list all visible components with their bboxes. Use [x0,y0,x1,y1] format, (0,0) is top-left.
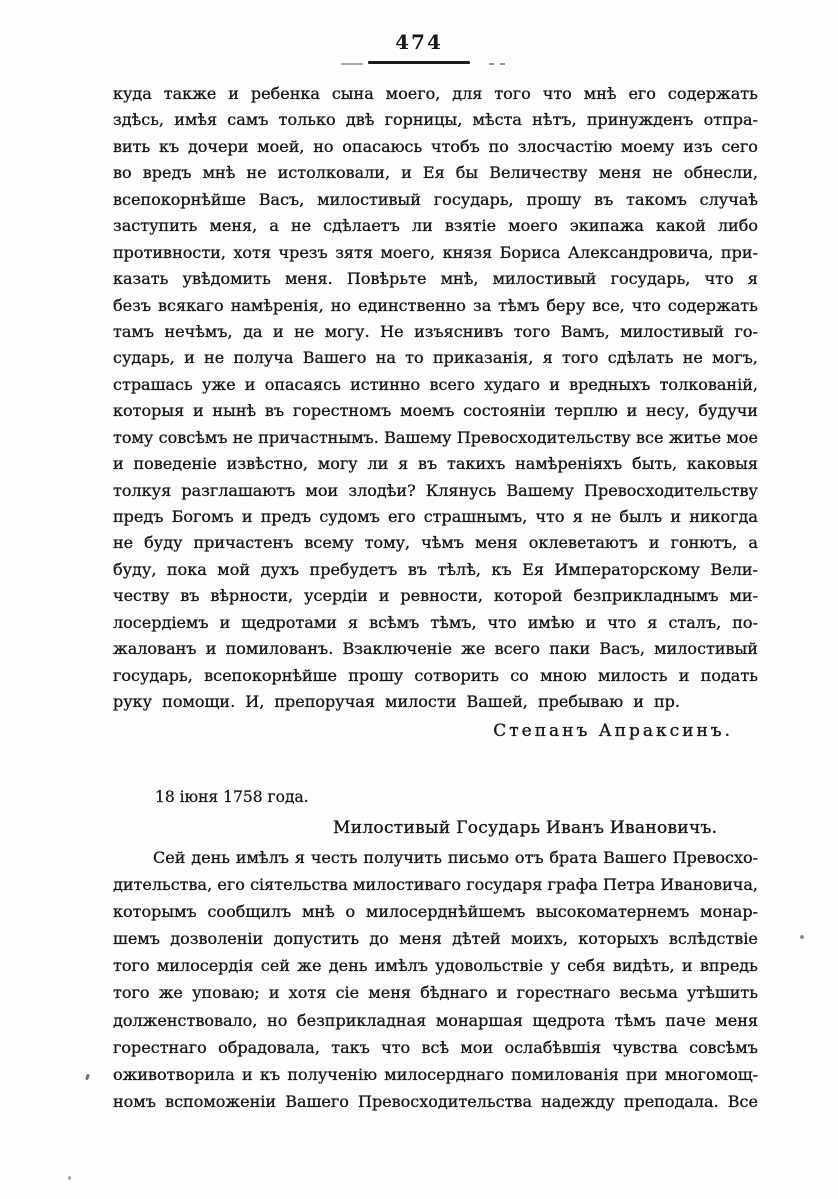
text-line: вить къ дочери моей, но опасаюсь чтобъ по злосчастію моему изъ сего [113,136,758,156]
text-line: куда также и ребенка сына моего, для того что мнѣ его содержать [113,84,758,103]
text-line: которыя и нынѣ въ горестномъ моемъ состояніи терплю и несу, будучи [113,401,758,421]
text-line: горестнаго обрадовала, такъ что всѣ мои ослабѣвшія чувства совсѣмъ [113,1037,758,1057]
header-rule-dot [500,63,505,65]
text-line: предъ Богомъ и предъ судомъ его страшнымъ, что я не былъ и никогда [113,507,758,526]
text-line: сударь, и не получа Вашего на то приказанія, я того сдѣлать не могъ, [113,348,758,368]
text-line: тому совсѣмъ не причастнымъ. Вашему Превосходительству все житье мое [113,427,758,447]
header-rule [368,61,470,64]
header-rule-dash [341,63,363,65]
text-line: противности, хотя чрезъ зятя моего, князя Бориса Александровича, при- [113,242,758,262]
text-line: дительства, его сіятельства милостиваго государя графа Петра Ивановича, [113,875,758,895]
text-line: всепокорнѣйше Васъ, милостивый государь, прошу въ такомъ случаѣ [113,189,758,209]
text-line: толкуя разглашаютъ мои злодѣи? Клянусь Вашему Превосходительству [113,480,758,500]
text-line: тамъ нечѣмъ, да и не могу. Не изъяснивъ того Вамъ, милостивый го- [113,321,758,341]
letter-signature: Степанъ Апраксинъ. [493,721,733,741]
scan-speck [85,1074,90,1081]
text-line: Сей день имѣлъ я честь получить письмо отъ брата Вашего Превосхо- [153,848,758,867]
text-line: государь, всепокорнѣйше прошу сотворить со мною милость и подать [113,665,758,685]
text-line: во вредъ мнѣ не истолковали, и Ея бы Величеству меня не обнесли, [113,163,758,183]
text-line: здѣсь, имѣя самъ только двѣ горницы, мѣста нѣтъ, принужденъ отпра- [113,110,758,130]
text-line: руку помощи. И, препоручая милости Вашей, пребываю и пр. [113,692,680,712]
text-line: оживотворила и къ полученію милосерднаго помилованія при многомощ- [113,1064,758,1084]
text-line: шемъ дозволеніи допустить до меня дѣтей моихъ, которыхъ вслѣдствіе [113,929,758,949]
text-line: не буду причастенъ всему тому, чѣмъ меня оклеветаютъ и гонютъ, а [113,533,758,553]
page-number: 474 [395,30,443,54]
text-line: буду, пока мой духъ пребудетъ въ тѣлѣ, къ Ея Императорскому Вели- [113,559,758,579]
text-line: того же уповаю; и хотя сіе меня бѣднаго и горестнаго весьма утѣшить [113,983,758,1003]
letter-date: 18 іюня 1758 года. [155,788,309,806]
text-line: и поведеніе извѣстно, могу ли я въ такихъ намѣреніяхъ быть, каковыя [113,454,758,474]
text-line: номъ вспоможеніи Вашего Превосходительства надежду преподала. Все [113,1091,758,1111]
text-line: честву въ вѣрности, усердіи и ревности, которой безприкладнымъ ми- [113,586,758,606]
letter-salutation: Милостивый Государь Иванъ Ивановичъ. [333,818,718,838]
text-line: казать увѣдомить меня. Повѣрьте мнѣ, милостивый государь, что я [113,269,758,289]
text-line: заступить меня, а не сдѣлаетъ ли взятіе моего экипажа какой либо [113,216,758,236]
letter-apraksin-body [113,84,758,719]
text-line: которымъ сообщилъ мнѣ о милосерднѣйшемъ высокоматернемъ монар- [113,902,758,922]
text-line: того милосердія сей же день имѣлъ удовольствіе у себя видѣть, и впредь [113,956,758,976]
scan-speck [800,935,804,939]
text-line: лосердіемъ и щедротами я всѣмъ тѣмъ, что имѣю и что я сталъ, по- [113,612,758,632]
text-line: долженствовало, но безприкладная монаршая щедрота тѣмъ паче меня [113,1010,758,1030]
scan-speck [68,1176,71,1180]
letter-reply-body [113,848,758,1119]
text-line: жалованъ и помилованъ. Взаключеніе же всего паки Васъ, милостивый [113,639,758,659]
text-line: страшась уже и опасаясь истинно всего худаго и вредныхъ толкованій, [113,374,758,394]
text-line: безъ всякаго намѣренія, но единственно за тѣмъ беру все, что содержать [113,295,758,315]
header-rule-dot [489,63,494,65]
